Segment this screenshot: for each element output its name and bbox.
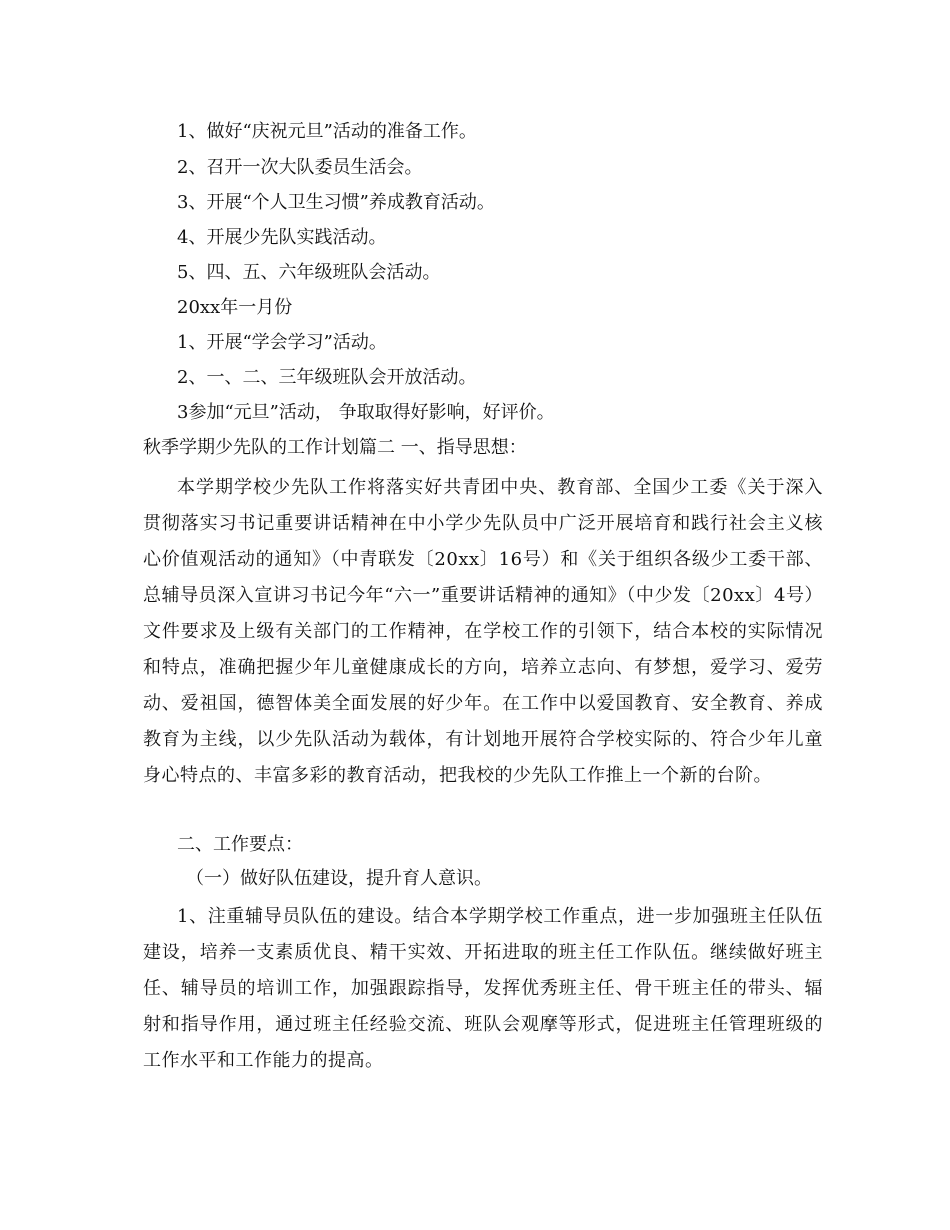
list-item: 4、开展少先队实践活动。 (177, 227, 387, 248)
list-item: 5、四、五、六年级班队会活动。 (177, 262, 441, 283)
points-heading: 二、工作要点： (177, 834, 303, 855)
month-heading: 20xx年一月份 (177, 297, 293, 318)
list-item: 3参加“元旦”活动， 争取取得好影响，好评价。 (177, 402, 555, 423)
list-item: 1、做好“庆祝元旦”活动的准备工作。 (177, 121, 477, 142)
list-item: 3、开展“个人卫生习惯”养成教育活动。 (177, 192, 495, 213)
subpoint-heading: （一）做好队伍建设，提升育人意识。 (186, 868, 492, 889)
list-item: 2、召开一次大队委员生活会。 (177, 157, 423, 178)
point-paragraph: 1、注重辅导员队伍的建设。结合本学期学校工作重点，进一步加强班主任队伍建设，培养一支素质优良、精干实效、开拓进取的班主任工作队伍。继续做好班主任、辅导员的培训工作，加强跟踪指导，发挥优秀班主任、骨干班主任的带头、辐射和指导作用，通过班主任经验交流、班队会观摩等形式，促进班主任管理班级的工作水平和工作能力的提高。 (143, 906, 823, 1071)
list-item: 1、开展“学会学习”活动。 (177, 332, 387, 353)
section-title: 秋季学期少先队的工作计划篇二 一、指导思想： (143, 437, 527, 458)
guiding-paragraph: 本学期学校少先队工作将落实好共青团中央、教育部、全国少工委《关于深入贯彻落实习书记重要讲话精神在中小学少先队员中广泛开展培育和践行社会主义核心价值观活动的通知》（中青联发〔20xx〕16号）和《关于组织各级少工委干部、总辅导员深入宣讲习书记今年“六一”重要讲话精神的通知》（中少发〔20xx〕4号）文件要求及上级有关部门的工作精神，在学校工作的引领下，结合本校的实际情况和特点，准确把握少年儿童健康成长的方向，培养立志向、有梦想，爱学习、爱劳动、爱祖国，德智体美全面发展的好少年。在工作中以爱国教育、安全教育、养成教育为主线，以少先队活动为载体，有计划地开展符合学校实际的、符合少年儿童身心特点的、丰富多彩的教育活动，把我校的少先队工作推上一个新的台阶。 (143, 477, 823, 786)
list-item: 2、一、二、三年级班队会开放活动。 (177, 367, 477, 388)
